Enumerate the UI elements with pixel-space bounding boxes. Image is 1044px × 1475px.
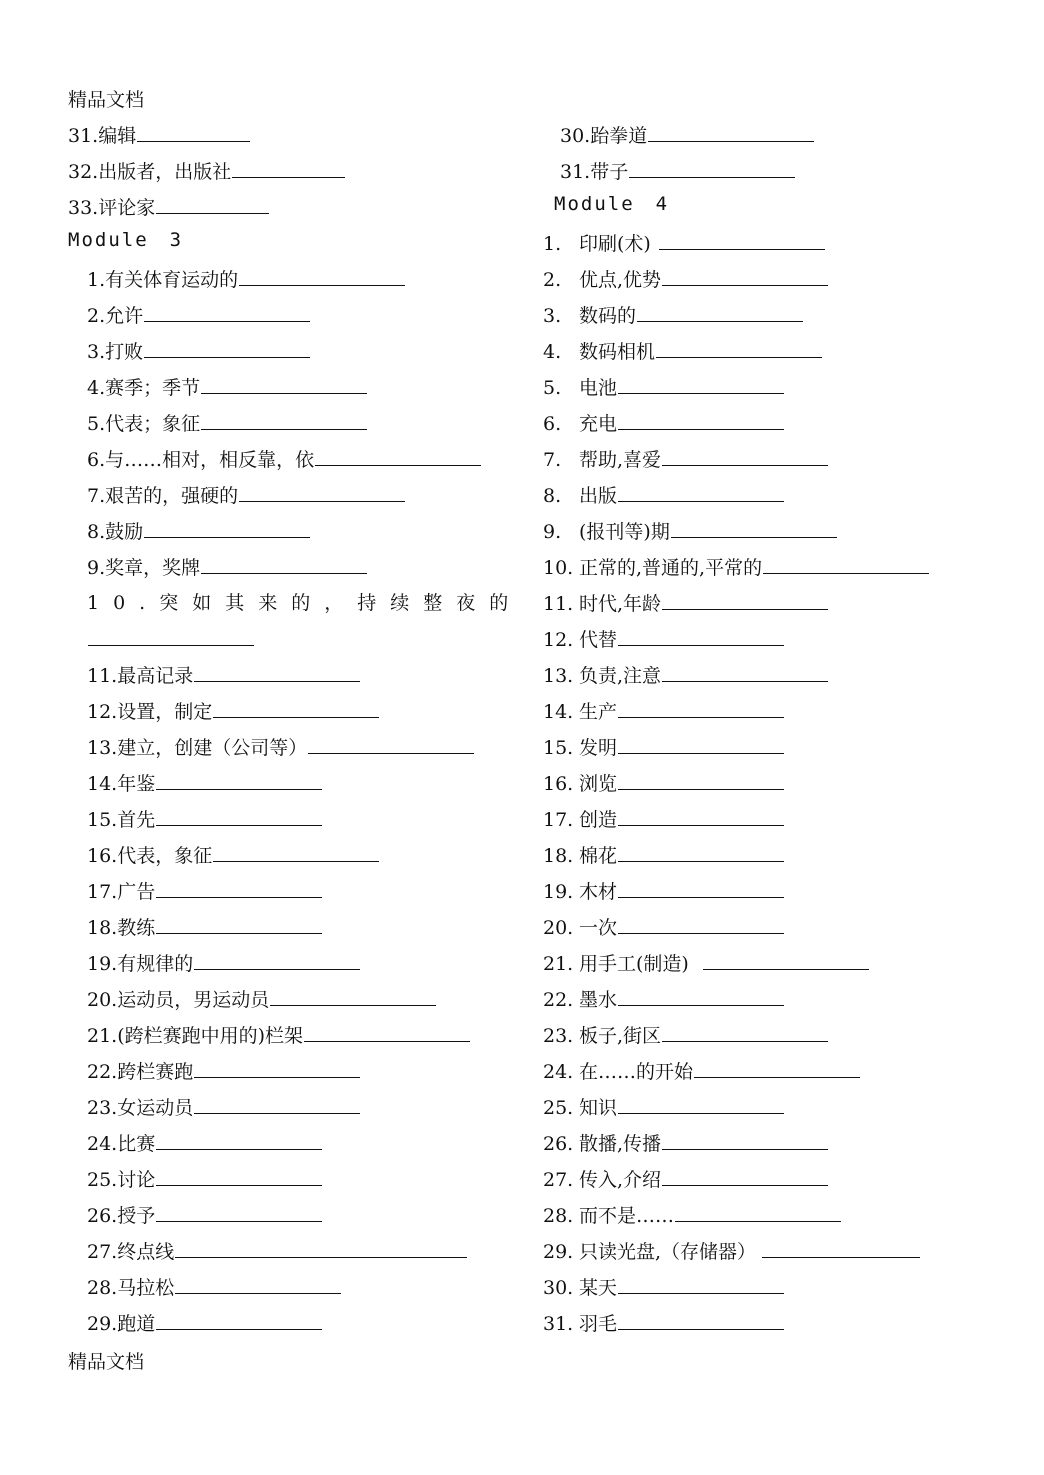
list-item <box>543 375 784 399</box>
item-number: 28. <box>543 1205 574 1227</box>
list-item <box>543 267 828 291</box>
item-label: 生产 <box>579 701 618 723</box>
module4-title: Module 4 <box>554 193 670 215</box>
item-number: 1. <box>543 233 562 255</box>
answer-blank[interactable] <box>763 555 929 574</box>
list-item <box>543 591 828 615</box>
answer-blank[interactable] <box>618 1095 784 1114</box>
list-item <box>543 1059 860 1083</box>
item-label: 10.突如其来的，持续整夜的 <box>87 592 523 614</box>
item-label: 一次 <box>579 917 618 939</box>
item-label: 14.年鉴 <box>87 773 156 795</box>
answer-blank[interactable] <box>618 699 784 718</box>
item-number: 26. <box>543 1133 574 1155</box>
answer-blank[interactable] <box>144 339 310 358</box>
answer-blank[interactable] <box>656 339 822 358</box>
list-item <box>560 159 795 183</box>
item-label: 出版 <box>579 485 618 507</box>
answer-blank[interactable] <box>194 1095 360 1114</box>
answer-blank[interactable] <box>201 411 367 430</box>
item-number: 6. <box>543 413 562 435</box>
list-item <box>543 1131 828 1155</box>
list-item <box>87 663 360 687</box>
list-item <box>87 915 322 939</box>
item-label: 19.有规律的 <box>87 953 194 975</box>
answer-blank[interactable] <box>175 1239 467 1258</box>
item-label: 浏览 <box>579 773 618 795</box>
list-item <box>543 519 837 543</box>
list-item <box>87 303 310 327</box>
item-label: 数码的 <box>579 305 637 327</box>
answer-blank[interactable] <box>618 483 784 502</box>
list-item <box>87 1275 341 1299</box>
item-number: 24. <box>543 1061 574 1083</box>
list-item <box>87 411 367 435</box>
list-item <box>68 123 250 147</box>
item-label: 33.评论家 <box>68 197 156 219</box>
item-label: 时代,年龄 <box>579 593 662 615</box>
item-label: 29.跑道 <box>87 1313 156 1335</box>
item-number: 15. <box>543 737 574 759</box>
item-label: 32.出版者，出版社 <box>68 161 232 183</box>
item-label: 18.教练 <box>87 917 156 939</box>
answer-blank[interactable] <box>675 1203 841 1222</box>
answer-blank[interactable] <box>662 1167 828 1186</box>
list-item <box>87 807 322 831</box>
list-item <box>87 519 310 543</box>
list-item <box>87 1059 360 1083</box>
module3-title: Module 3 <box>68 229 184 251</box>
list-item <box>87 771 322 795</box>
answer-blank[interactable] <box>194 1059 360 1078</box>
answer-blank[interactable] <box>156 1131 322 1150</box>
item-number: 5. <box>543 377 562 399</box>
answer-blank[interactable] <box>618 735 784 754</box>
item-number: 13. <box>543 665 574 687</box>
item-label: 优点,优势 <box>579 269 662 291</box>
answer-blank[interactable] <box>156 879 322 898</box>
answer-blank[interactable] <box>618 807 784 826</box>
answer-blank[interactable] <box>618 843 784 862</box>
list-item <box>543 699 784 723</box>
item-number: 18. <box>543 845 574 867</box>
item-label: 负责,注意 <box>579 665 662 687</box>
answer-blank[interactable] <box>762 1239 920 1258</box>
answer-blank[interactable] <box>637 303 803 322</box>
answer-blank[interactable] <box>175 1275 341 1294</box>
answer-blank[interactable] <box>137 123 250 142</box>
item-number: 10. <box>543 557 574 579</box>
item-label: 正常的,普通的,平常的 <box>579 557 763 579</box>
item-number: 8. <box>543 485 562 507</box>
answer-blank[interactable] <box>239 483 405 502</box>
page-header: 精品文档 <box>68 89 145 111</box>
item-label: (报刊等)期 <box>579 521 670 543</box>
list-item <box>87 483 405 507</box>
item-number: 30. <box>543 1277 574 1299</box>
item-number: 4. <box>543 341 562 363</box>
item-label: 7.艰苦的，强硬的 <box>87 485 239 507</box>
item-number: 17. <box>543 809 574 831</box>
list-item <box>543 807 784 831</box>
list-item <box>87 447 481 471</box>
list-item <box>543 627 784 651</box>
answer-blank[interactable] <box>201 555 367 574</box>
answer-blank[interactable] <box>88 627 254 646</box>
list-item <box>87 1023 470 1047</box>
list-item <box>87 1131 322 1155</box>
item-number: 25. <box>543 1097 574 1119</box>
list-item <box>87 555 367 579</box>
item-label: 2.允许 <box>87 305 144 327</box>
item-number: 19. <box>543 881 574 903</box>
list-item <box>543 231 825 255</box>
answer-blank[interactable] <box>671 519 837 538</box>
item-number: 20. <box>543 917 574 939</box>
item-label: 3.打败 <box>87 341 144 363</box>
answer-blank[interactable] <box>618 411 784 430</box>
list-item <box>87 735 474 759</box>
list-item <box>560 123 814 147</box>
item-label: 1.有关体育运动的 <box>87 269 239 291</box>
item-label: 24.比赛 <box>87 1133 156 1155</box>
list-item <box>543 447 828 471</box>
item-label: 28.马拉松 <box>87 1277 175 1299</box>
item-label: 20.运动员，男运动员 <box>87 989 270 1011</box>
item-label: 代替 <box>579 629 618 651</box>
answer-blank[interactable] <box>156 915 322 934</box>
item-number: 2. <box>543 269 562 291</box>
list-item <box>87 1311 322 1335</box>
list-item <box>87 951 360 975</box>
item-label: 传入,介绍 <box>579 1169 662 1191</box>
list-item <box>543 1023 828 1047</box>
item-label: 25.讨论 <box>87 1169 156 1191</box>
item-label: 17.广告 <box>87 881 156 903</box>
item-number: 3. <box>543 305 562 327</box>
answer-blank[interactable] <box>662 267 828 286</box>
item-label: 11.最高记录 <box>87 665 194 687</box>
list-item <box>543 663 828 687</box>
answer-blank[interactable] <box>213 699 379 718</box>
list-item <box>87 591 522 615</box>
list-item <box>87 843 379 867</box>
list-item <box>543 735 784 759</box>
list-item <box>543 879 784 903</box>
item-label: 8.鼓励 <box>87 521 144 543</box>
list-item <box>543 339 822 363</box>
item-label: 30.跆拳道 <box>560 125 648 147</box>
item-number: 9. <box>543 521 562 543</box>
item-number: 14. <box>543 701 574 723</box>
list-item <box>87 1167 322 1191</box>
answer-blank[interactable] <box>156 771 322 790</box>
answer-blank[interactable] <box>239 267 405 286</box>
item-label: 数码相机 <box>579 341 656 363</box>
answer-blank[interactable] <box>618 1311 784 1330</box>
item-number: 11. <box>543 593 574 615</box>
answer-blank[interactable] <box>618 627 784 646</box>
list-item <box>87 339 310 363</box>
item-label: 9.奖章，奖牌 <box>87 557 201 579</box>
answer-blank[interactable] <box>618 879 784 898</box>
list-item <box>543 1095 784 1119</box>
item-label: 在……的开始 <box>579 1061 694 1083</box>
item-label: 6.与……相对，相反靠，依 <box>87 449 315 471</box>
answer-blank[interactable] <box>662 663 828 682</box>
item-label: 16.代表，象征 <box>87 845 213 867</box>
item-label: 印刷(术) <box>579 233 651 255</box>
item-label: 用手工(制造) <box>579 953 689 975</box>
answer-blank[interactable] <box>618 987 784 1006</box>
list-item <box>543 915 784 939</box>
list-item <box>543 1239 920 1263</box>
item-label: 21.(跨栏赛跑中用的)栏架 <box>87 1025 304 1047</box>
item-label: 22.跨栏赛跑 <box>87 1061 194 1083</box>
item-label: 板子,街区 <box>579 1025 662 1047</box>
answer-blank[interactable] <box>144 303 310 322</box>
list-item <box>543 1167 828 1191</box>
item-label: 只读光盘,（存储器） <box>579 1241 757 1263</box>
answer-blank[interactable] <box>156 1311 322 1330</box>
item-label: 13.建立，创建（公司等） <box>87 737 308 759</box>
answer-blank[interactable] <box>659 231 825 250</box>
item-number: 31. <box>543 1313 574 1335</box>
item-number: 7. <box>543 449 562 471</box>
answer-blank[interactable] <box>201 375 367 394</box>
item-label: 创造 <box>579 809 618 831</box>
list-item <box>68 159 345 183</box>
list-item <box>543 987 784 1011</box>
list-item <box>543 483 784 507</box>
answer-blank[interactable] <box>694 1059 860 1078</box>
item-label: 26.授予 <box>87 1205 156 1227</box>
page-footer: 精品文档 <box>68 1351 145 1373</box>
list-item <box>87 1203 322 1227</box>
answer-blank[interactable] <box>304 1023 470 1042</box>
list-item <box>543 1311 784 1335</box>
item-number: 22. <box>543 989 574 1011</box>
list-item <box>87 1095 360 1119</box>
answer-blank[interactable] <box>156 807 322 826</box>
item-label: 31.带子 <box>560 161 629 183</box>
answer-blank[interactable] <box>618 771 784 790</box>
item-label: 知识 <box>579 1097 618 1119</box>
answer-blank[interactable] <box>662 447 828 466</box>
answer-blank[interactable] <box>270 987 436 1006</box>
answer-blank[interactable] <box>156 1167 322 1186</box>
list-item <box>543 843 784 867</box>
list-item <box>543 411 784 435</box>
item-label: 某天 <box>579 1277 618 1299</box>
list-item <box>87 375 367 399</box>
item-label: 4.赛季；季节 <box>87 377 201 399</box>
list-item <box>87 987 436 1011</box>
item-label: 木材 <box>579 881 618 903</box>
item-label: 羽毛 <box>579 1313 618 1335</box>
answer-blank[interactable] <box>662 591 828 610</box>
answer-blank[interactable] <box>648 123 814 142</box>
item-number: 12. <box>543 629 574 651</box>
list-item <box>543 303 803 327</box>
answer-blank[interactable] <box>618 1275 784 1294</box>
answer-blank[interactable] <box>156 195 269 214</box>
answer-blank[interactable] <box>144 519 310 538</box>
item-label: 23.女运动员 <box>87 1097 194 1119</box>
item-label: 帮助,喜爱 <box>579 449 662 471</box>
answer-blank[interactable] <box>618 375 784 394</box>
list-item <box>543 951 869 975</box>
item-number: 27. <box>543 1169 574 1191</box>
item-number: 23. <box>543 1025 574 1047</box>
item-label: 31.编辑 <box>68 125 137 147</box>
item-label: 墨水 <box>579 989 618 1011</box>
answer-blank[interactable] <box>213 843 379 862</box>
answer-blank[interactable] <box>662 1023 828 1042</box>
list-item <box>68 195 269 219</box>
answer-blank[interactable] <box>194 951 360 970</box>
answer-blank[interactable] <box>662 1131 828 1150</box>
item-label: 12.设置，制定 <box>87 701 213 723</box>
list-item <box>543 1275 784 1299</box>
list-item <box>543 1203 841 1227</box>
answer-blank[interactable] <box>232 159 345 178</box>
answer-blank[interactable] <box>156 1203 322 1222</box>
answer-blank[interactable] <box>703 951 869 970</box>
item-label: 而不是…… <box>579 1205 675 1227</box>
answer-blank[interactable] <box>629 159 795 178</box>
item-label: 电池 <box>579 377 618 399</box>
list-item-continuation <box>87 627 254 651</box>
item-number: 21. <box>543 953 574 975</box>
list-item <box>543 555 929 579</box>
list-item <box>543 771 784 795</box>
item-label: 散播,传播 <box>579 1133 662 1155</box>
list-item <box>87 879 322 903</box>
item-label: 15.首先 <box>87 809 156 831</box>
item-label: 棉花 <box>579 845 618 867</box>
item-label: 5.代表；象征 <box>87 413 201 435</box>
answer-blank[interactable] <box>315 447 481 466</box>
item-number: 29. <box>543 1241 574 1263</box>
answer-blank[interactable] <box>194 663 360 682</box>
list-item <box>87 1239 467 1263</box>
item-label: 充电 <box>579 413 618 435</box>
item-label: 发明 <box>579 737 618 759</box>
list-item <box>87 267 405 291</box>
item-label: 27.终点线 <box>87 1241 175 1263</box>
answer-blank[interactable] <box>308 735 474 754</box>
answer-blank[interactable] <box>618 915 784 934</box>
list-item <box>87 699 379 723</box>
item-number: 16. <box>543 773 574 795</box>
